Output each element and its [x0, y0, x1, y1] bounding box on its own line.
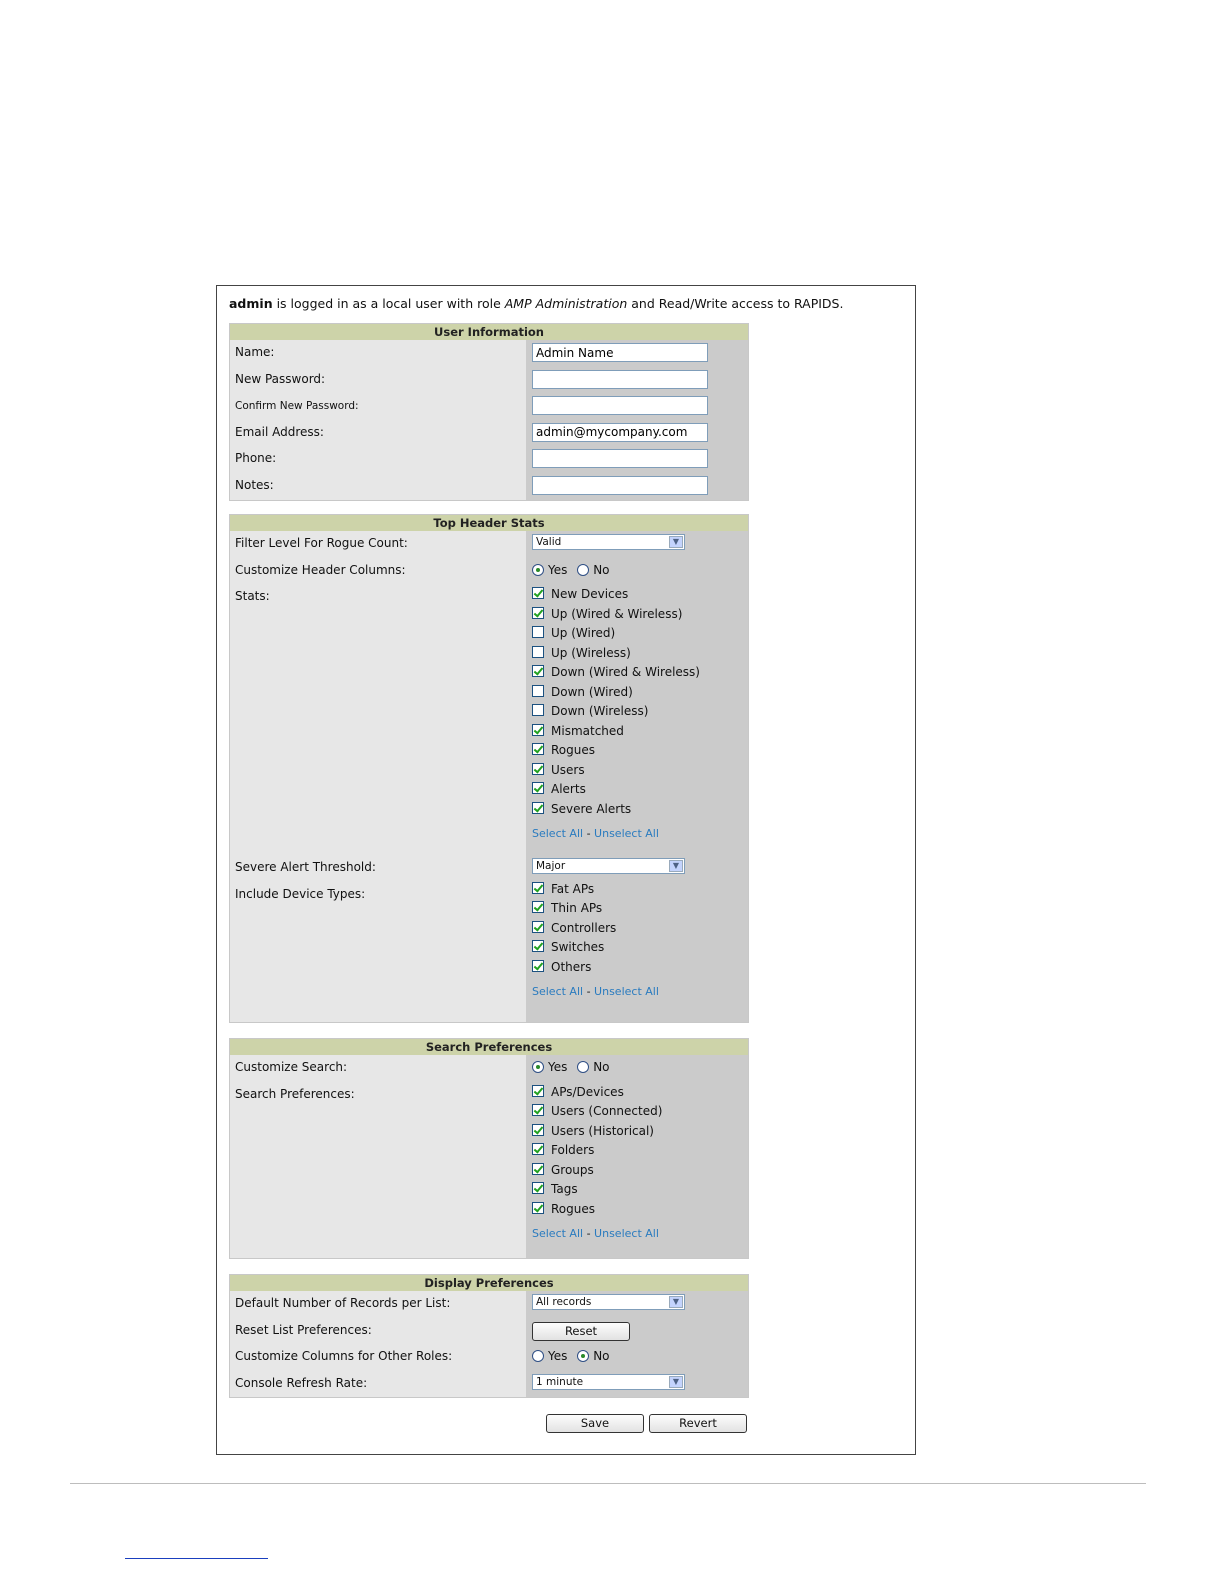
stat-checkbox[interactable] — [532, 782, 544, 794]
new-password-label: New Password: — [235, 371, 326, 386]
chevron-down-icon[interactable]: ▼ — [669, 860, 683, 872]
save-button[interactable]: Save — [546, 1414, 644, 1433]
refresh-rate-label: Console Refresh Rate: — [235, 1375, 368, 1390]
stats-checklist — [532, 587, 700, 840]
customize-columns-radios: Yes No — [532, 1349, 616, 1363]
search-pref-checkbox[interactable] — [532, 1104, 544, 1116]
notes-input[interactable] — [532, 476, 708, 495]
customize-search-yes-radio[interactable] — [532, 1061, 544, 1073]
search-preferences-checklist — [532, 1085, 662, 1241]
records-per-list-label: Default Number of Records per List: — [235, 1296, 451, 1310]
reset-list-label: Reset List Preferences: — [235, 1322, 372, 1337]
customize-search-no-radio[interactable] — [577, 1061, 589, 1073]
device-types-label: Include Device Types: — [235, 886, 366, 901]
chevron-down-icon[interactable]: ▼ — [669, 1296, 683, 1308]
select-all-link[interactable]: Select All — [532, 1227, 584, 1240]
customize-header-no-radio[interactable] — [577, 564, 589, 576]
search-pref-checkbox[interactable] — [532, 1085, 544, 1097]
user-information-section — [229, 323, 749, 501]
new-password-input[interactable] — [532, 370, 708, 389]
list-item[interactable]: New Devices — [532, 587, 700, 607]
search-preferences-label: Search Preferences: — [235, 1086, 355, 1101]
unselect-all-link[interactable]: Unselect All — [594, 827, 659, 840]
device-type-checkbox[interactable] — [532, 921, 544, 933]
stat-checkbox[interactable] — [532, 743, 544, 755]
list-item[interactable]: Users — [532, 763, 700, 783]
stat-checkbox[interactable] — [532, 607, 544, 619]
notes-label: Notes: — [235, 477, 274, 492]
list-item[interactable]: Groups — [532, 1163, 662, 1183]
list-item[interactable]: Down (Wired & Wireless) — [532, 665, 700, 685]
severe-threshold-select[interactable]: Major ▼ — [532, 858, 685, 874]
display-preferences-section — [229, 1274, 749, 1398]
name-input[interactable] — [532, 343, 708, 362]
customize-search-radios: Yes No — [532, 1060, 616, 1074]
list-item[interactable]: Up (Wired & Wireless) — [532, 607, 700, 627]
list-item[interactable]: Alerts — [532, 782, 700, 802]
confirm-password-input[interactable] — [532, 396, 708, 415]
stat-checkbox[interactable] — [532, 763, 544, 775]
section-header: User Information — [230, 324, 748, 340]
stat-checkbox[interactable] — [532, 704, 544, 716]
page-divider — [70, 1483, 1146, 1484]
search-pref-checkbox[interactable] — [532, 1163, 544, 1175]
customize-header-yes-radio[interactable] — [532, 564, 544, 576]
search-pref-checkbox[interactable] — [532, 1182, 544, 1194]
refresh-rate-select[interactable]: 1 minute ▼ — [532, 1374, 685, 1390]
device-type-checkbox[interactable] — [532, 882, 544, 894]
customize-columns-no-radio[interactable] — [577, 1350, 589, 1362]
list-item[interactable]: Folders — [532, 1143, 662, 1163]
device-type-checkbox[interactable] — [532, 901, 544, 913]
list-item[interactable]: Users (Historical) — [532, 1124, 662, 1144]
stat-checkbox[interactable] — [532, 626, 544, 638]
list-item[interactable]: Down (Wireless) — [532, 704, 700, 724]
preferences-panel — [216, 285, 916, 1455]
list-item[interactable]: APs/Devices — [532, 1085, 662, 1105]
list-item[interactable]: Rogues — [532, 1202, 662, 1222]
user-name: admin — [229, 296, 273, 311]
stat-checkbox[interactable] — [532, 587, 544, 599]
list-item[interactable]: Thin APs — [532, 901, 659, 921]
records-per-list-select[interactable]: All records ▼ — [532, 1294, 685, 1310]
rogue-filter-select[interactable]: Valid ▼ — [532, 534, 685, 550]
rogue-filter-label: Filter Level For Rogue Count: — [235, 536, 408, 550]
list-item[interactable]: Down (Wired) — [532, 685, 700, 705]
device-type-checkbox[interactable] — [532, 940, 544, 952]
login-status: admin is logged in as a local user with role AMP Administration and Read/Write access to RAPIDS. — [229, 296, 844, 311]
search-select-links: Select All - Unselect All — [532, 1227, 659, 1240]
list-item[interactable]: Tags — [532, 1182, 662, 1202]
device-types-select-links: Select All - Unselect All — [532, 985, 659, 998]
list-item[interactable]: Rogues — [532, 743, 700, 763]
customize-search-label: Customize Search: — [235, 1060, 348, 1074]
stats-label: Stats: — [235, 589, 270, 603]
chevron-down-icon[interactable]: ▼ — [669, 536, 683, 548]
unselect-all-link[interactable]: Unselect All — [594, 985, 659, 998]
stat-checkbox[interactable] — [532, 646, 544, 658]
section-header: Search Preferences — [230, 1039, 748, 1055]
list-item[interactable]: Up (Wired) — [532, 626, 700, 646]
list-item[interactable]: Switches — [532, 940, 659, 960]
email-label: Email Address: — [235, 424, 324, 439]
revert-button[interactable]: Revert — [649, 1414, 747, 1433]
name-label: Name: — [235, 345, 275, 359]
list-item[interactable]: Mismatched — [532, 724, 700, 744]
footer-link-underline — [125, 1558, 268, 1559]
search-pref-checkbox[interactable] — [532, 1143, 544, 1155]
section-header: Display Preferences — [230, 1275, 748, 1291]
stat-checkbox[interactable] — [532, 665, 544, 677]
list-item[interactable]: Users (Connected) — [532, 1104, 662, 1124]
device-types-checklist — [532, 882, 659, 999]
search-pref-checkbox[interactable] — [532, 1202, 544, 1214]
stat-checkbox[interactable] — [532, 685, 544, 697]
email-input[interactable] — [532, 423, 708, 442]
list-item[interactable]: Controllers — [532, 921, 659, 941]
chevron-down-icon[interactable]: ▼ — [669, 1376, 683, 1388]
role-name: AMP Administration — [504, 296, 628, 311]
select-all-link[interactable]: Select All — [532, 827, 584, 840]
unselect-all-link[interactable]: Unselect All — [594, 1227, 659, 1240]
list-item[interactable]: Others — [532, 960, 659, 980]
list-item[interactable]: Fat APs — [532, 882, 659, 902]
reset-button[interactable]: Reset — [532, 1322, 630, 1341]
phone-label: Phone: — [235, 451, 277, 465]
customize-columns-label: Customize Columns for Other Roles: — [235, 1349, 453, 1363]
customize-header-radios: Yes No — [532, 563, 616, 577]
list-item[interactable]: Severe Alerts — [532, 802, 700, 822]
device-type-checkbox[interactable] — [532, 960, 544, 972]
stat-checkbox[interactable] — [532, 724, 544, 736]
customize-header-label: Customize Header Columns: — [235, 562, 406, 577]
top-header-stats-section — [229, 514, 749, 1023]
severe-threshold-label: Severe Alert Threshold: — [235, 860, 376, 874]
confirm-password-label: Confirm New Password: — [235, 400, 359, 412]
stat-checkbox[interactable] — [532, 802, 544, 814]
stats-select-links: Select All - Unselect All — [532, 827, 659, 840]
search-preferences-section — [229, 1038, 749, 1259]
search-pref-checkbox[interactable] — [532, 1124, 544, 1136]
select-all-link[interactable]: Select All — [532, 985, 584, 998]
customize-columns-yes-radio[interactable] — [532, 1350, 544, 1362]
phone-input[interactable] — [532, 449, 708, 468]
section-header: Top Header Stats — [230, 515, 748, 531]
list-item[interactable]: Up (Wireless) — [532, 646, 700, 666]
